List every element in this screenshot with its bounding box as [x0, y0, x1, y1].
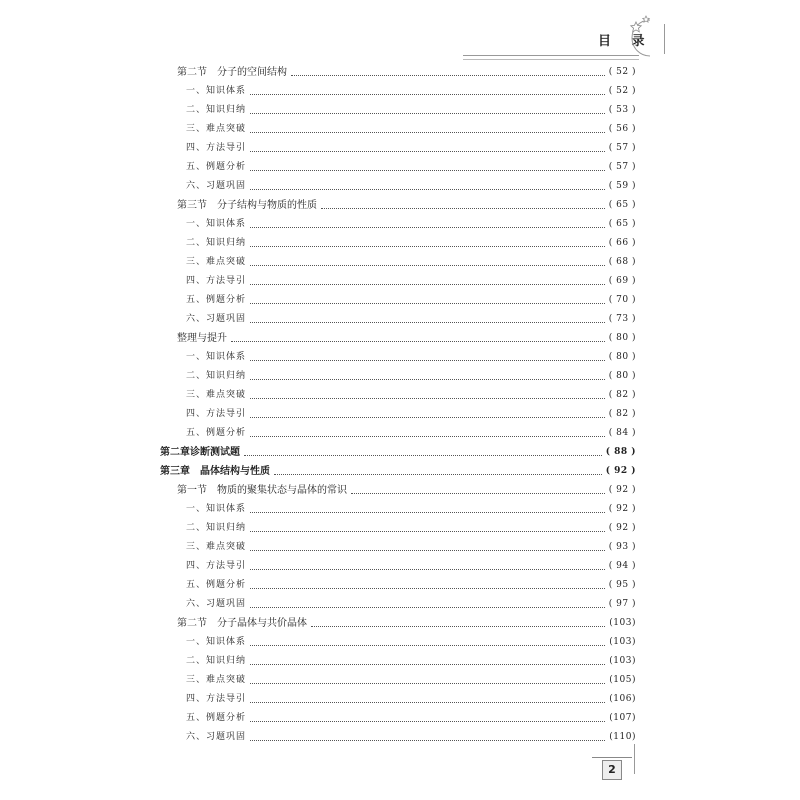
toc-page-number: ( 88 )	[605, 447, 636, 457]
footer-vertical-rule	[634, 744, 635, 774]
toc-entry-title: 五、例题分析	[186, 580, 247, 590]
toc-entry-title: 六、习题巩固	[186, 732, 247, 742]
toc-page-number: ( 56 )	[608, 124, 636, 134]
toc-entry-title: 整理与提升	[177, 333, 227, 344]
toc-page-number: (103)	[609, 637, 636, 647]
toc-page-number: ( 53 )	[608, 105, 636, 115]
toc-item[interactable]	[160, 120, 636, 139]
dot-leader	[250, 188, 605, 190]
toc-page-number: ( 93 )	[608, 542, 636, 552]
dot-leader	[274, 473, 602, 475]
toc-entry-title: 一、知识体系	[186, 219, 247, 229]
dot-leader	[244, 454, 602, 456]
dot-leader	[250, 530, 605, 532]
dot-leader	[250, 150, 605, 152]
toc-entry-title: 三、难点突破	[186, 542, 247, 552]
toc-entry-title: 一、知识体系	[186, 637, 247, 647]
toc-item[interactable]	[160, 671, 636, 690]
header-rule	[463, 55, 639, 56]
toc-page-number: (107)	[609, 713, 636, 723]
toc-item[interactable]	[160, 386, 636, 405]
dot-leader	[250, 264, 605, 266]
toc-item[interactable]	[160, 253, 636, 272]
toc-page-number: ( 65 )	[608, 219, 636, 229]
dot-leader	[291, 74, 605, 76]
table-of-contents	[160, 63, 636, 747]
toc-entry-title: 二、知识归纳	[186, 105, 247, 115]
toc-entry-title: 一、知识体系	[186, 86, 247, 96]
toc-page-number: ( 82 )	[608, 409, 636, 419]
toc-page-number: ( 52 )	[608, 86, 636, 96]
toc-page-number: ( 69 )	[608, 276, 636, 286]
toc-page-number: ( 84 )	[608, 428, 636, 438]
toc-page-number: ( 92 )	[605, 466, 636, 476]
dot-leader	[250, 397, 605, 399]
toc-entry-title: 二、知识归纳	[186, 523, 247, 533]
toc-chapter[interactable]	[160, 462, 636, 481]
page-number: 2	[602, 760, 622, 780]
toc-item[interactable]	[160, 348, 636, 367]
toc-page-number: ( 70 )	[608, 295, 636, 305]
toc-entry-title: 第二节 分子的空间结构	[177, 67, 287, 78]
toc-page-number: ( 92 )	[608, 523, 636, 533]
toc-item[interactable]	[160, 82, 636, 101]
toc-item[interactable]	[160, 234, 636, 253]
toc-item[interactable]	[160, 158, 636, 177]
dot-leader	[311, 625, 605, 627]
toc-item[interactable]	[160, 690, 636, 709]
toc-section[interactable]	[160, 329, 636, 348]
crescent-moon-star-icon	[628, 14, 662, 60]
dot-leader	[231, 340, 605, 342]
toc-entry-title: 四、方法导引	[186, 143, 247, 153]
toc-entry-title: 六、习题巩固	[186, 314, 247, 324]
toc-item[interactable]	[160, 310, 636, 329]
dot-leader	[250, 739, 605, 741]
dot-leader	[250, 435, 605, 437]
toc-item[interactable]	[160, 424, 636, 443]
toc-page-number: ( 92 )	[608, 504, 636, 514]
toc-entry-title: 第二章诊断测试题	[160, 447, 240, 458]
toc-page-number: ( 66 )	[608, 238, 636, 248]
toc-item[interactable]	[160, 519, 636, 538]
toc-chapter[interactable]	[160, 443, 636, 462]
toc-page-number: ( 65 )	[608, 200, 636, 210]
toc-page-number: ( 57 )	[608, 143, 636, 153]
dot-leader	[250, 321, 605, 323]
dot-leader	[250, 302, 605, 304]
toc-page-number: ( 59 )	[608, 181, 636, 191]
toc-item[interactable]	[160, 272, 636, 291]
toc-entry-title: 三、难点突破	[186, 257, 247, 267]
toc-page-number: (103)	[609, 656, 636, 666]
dot-leader	[250, 169, 605, 171]
toc-item[interactable]	[160, 633, 636, 652]
toc-item[interactable]	[160, 367, 636, 386]
header-vertical-rule	[664, 24, 665, 54]
toc-page-number: ( 68 )	[608, 257, 636, 267]
toc-item[interactable]	[160, 177, 636, 196]
toc-item[interactable]	[160, 101, 636, 120]
toc-entry-title: 四、方法导引	[186, 409, 247, 419]
dot-leader	[250, 416, 605, 418]
dot-leader	[250, 245, 605, 247]
toc-entry-title: 二、知识归纳	[186, 371, 247, 381]
toc-item[interactable]	[160, 576, 636, 595]
dot-leader	[321, 207, 605, 209]
dot-leader	[250, 112, 605, 114]
toc-entry-title: 三、难点突破	[186, 124, 247, 134]
toc-item[interactable]	[160, 709, 636, 728]
toc-entry-title: 五、例题分析	[186, 295, 247, 305]
toc-entry-title: 第三节 分子结构与物质的性质	[177, 200, 317, 211]
dot-leader	[250, 93, 605, 95]
toc-section[interactable]	[160, 614, 636, 633]
toc-entry-title: 五、例题分析	[186, 162, 247, 172]
toc-page-number: (103)	[609, 618, 636, 628]
page-title: 目 录	[598, 34, 653, 49]
toc-page-number: ( 95 )	[608, 580, 636, 590]
toc-entry-title: 三、难点突破	[186, 390, 247, 400]
toc-item[interactable]	[160, 405, 636, 424]
toc-page-number: ( 82 )	[608, 390, 636, 400]
toc-section[interactable]	[160, 63, 636, 82]
dot-leader	[250, 283, 605, 285]
toc-entry-title: 五、例题分析	[186, 428, 247, 438]
toc-entry-title: 第一节 物质的聚集状态与晶体的常识	[177, 485, 347, 496]
toc-page-number: ( 52 )	[608, 67, 636, 77]
toc-section[interactable]	[160, 196, 636, 215]
dot-leader	[250, 511, 605, 513]
dot-leader	[250, 226, 605, 228]
toc-entry-title: 第三章 晶体结构与性质	[160, 466, 270, 477]
dot-leader	[250, 131, 605, 133]
toc-page-number: ( 97 )	[608, 599, 636, 609]
dot-leader	[250, 359, 605, 361]
toc-page-number: ( 80 )	[608, 333, 636, 343]
dot-leader	[250, 568, 605, 570]
toc-page-number: (106)	[609, 694, 636, 704]
toc-entry-title: 四、方法导引	[186, 561, 247, 571]
toc-item[interactable]	[160, 728, 636, 747]
toc-entry-title: 一、知识体系	[186, 352, 247, 362]
toc-page-number: (110)	[609, 732, 636, 742]
toc-entry-title: 六、习题巩固	[186, 181, 247, 191]
dot-leader	[351, 492, 605, 494]
toc-entry-title: 第二节 分子晶体与共价晶体	[177, 618, 307, 629]
dot-leader	[250, 587, 605, 589]
toc-page-number: (105)	[609, 675, 636, 685]
toc-page-number: ( 92 )	[608, 485, 636, 495]
toc-item[interactable]	[160, 291, 636, 310]
toc-entry-title: 一、知识体系	[186, 504, 247, 514]
dot-leader	[250, 644, 605, 646]
toc-item[interactable]	[160, 538, 636, 557]
header-rule-secondary	[463, 59, 639, 60]
toc-entry-title: 二、知识归纳	[186, 656, 247, 666]
toc-section[interactable]	[160, 481, 636, 500]
toc-entry-title: 二、知识归纳	[186, 238, 247, 248]
toc-page-number: ( 94 )	[608, 561, 636, 571]
toc-item[interactable]	[160, 557, 636, 576]
toc-page-number: ( 80 )	[608, 371, 636, 381]
toc-entry-title: 四、方法导引	[186, 276, 247, 286]
toc-item[interactable]	[160, 500, 636, 519]
dot-leader	[250, 720, 605, 722]
toc-entry-title: 三、难点突破	[186, 675, 247, 685]
toc-entry-title: 四、方法导引	[186, 694, 247, 704]
dot-leader	[250, 549, 605, 551]
footer-rule	[592, 757, 632, 758]
toc-page-number: ( 57 )	[608, 162, 636, 172]
toc-item[interactable]	[160, 652, 636, 671]
dot-leader	[250, 606, 605, 608]
dot-leader	[250, 701, 605, 703]
dot-leader	[250, 682, 605, 684]
toc-page-number: ( 80 )	[608, 352, 636, 362]
dot-leader	[250, 663, 605, 665]
dot-leader	[250, 378, 605, 380]
toc-entry-title: 五、例题分析	[186, 713, 247, 723]
toc-item[interactable]	[160, 595, 636, 614]
toc-entry-title: 六、习题巩固	[186, 599, 247, 609]
toc-item[interactable]	[160, 215, 636, 234]
toc-page-number: ( 73 )	[608, 314, 636, 324]
toc-item[interactable]	[160, 139, 636, 158]
